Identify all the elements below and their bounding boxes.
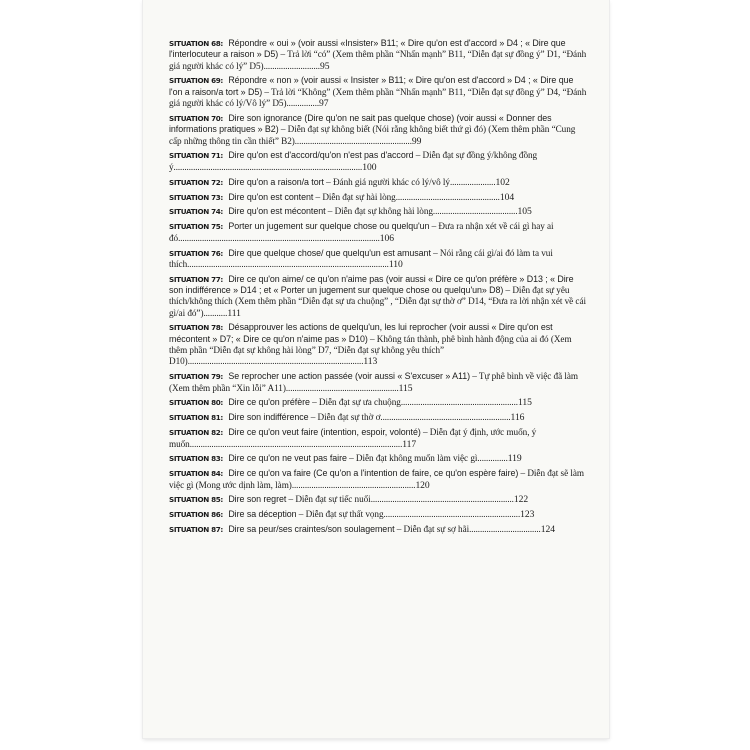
toc-entry-82 <box>169 427 587 450</box>
french-title: Dire qu'on a raison/a tort <box>228 176 324 187</box>
dot-leader: .................................................................................................. <box>189 438 403 449</box>
french-title: Dire qu'on est d'accord/qu'on n'est pas d'accord <box>228 150 414 161</box>
situation-label: SITUATION 76: <box>169 248 223 258</box>
page-number: 119 <box>507 453 522 465</box>
french-title: Dire que quelque chose/ que quelqu'un est amusant <box>228 247 431 258</box>
page-number: 99 <box>411 135 422 147</box>
toc-entry-85 <box>169 494 587 505</box>
french-title: Dire sa peur/ses craintes/son soulagement <box>228 524 395 535</box>
toc-entry-78 <box>169 322 587 367</box>
situation-label: SITUATION 72: <box>169 177 223 187</box>
situation-label: SITUATION 86: <box>169 510 223 520</box>
dot-leader: ................................................................................. <box>187 356 364 367</box>
vietnamese-title: – Đưa ra nhận xét về cái gì hay ai đó <box>169 221 554 243</box>
vietnamese-title: – Diễn đạt sự sợ hãi <box>394 524 470 535</box>
situation-label: SITUATION 75: <box>169 222 223 232</box>
situation-label: SITUATION 73: <box>169 192 223 202</box>
situation-label: SITUATION 68: <box>169 39 223 48</box>
french-title: Désapprouver les actions de quelqu'un, les lui reprocher (voir aussi « Dire qu'on est mécontent » D7; « Dire ce qu'on n'aime pas » D10) <box>169 322 553 344</box>
french-title: Dire ce qu'on préfère <box>228 397 310 408</box>
french-title: Dire ce qu'on veut faire (intention, espoir, volonté) <box>228 427 421 438</box>
french-title: Porter un jugement sur quelque chose ou quelqu'un <box>228 221 430 232</box>
vietnamese-title: – Diễn đạt sự ưa chuộng <box>309 397 401 408</box>
toc-entry-87 <box>169 524 587 535</box>
dot-leader: ............................................................... <box>383 509 521 520</box>
situation-label: SITUATION 74: <box>169 207 223 217</box>
toc-entry-77 <box>169 274 587 319</box>
page-number: 115 <box>517 397 532 409</box>
page-number: 104 <box>499 191 515 203</box>
toc-entry-74 <box>169 206 587 217</box>
dot-leader: ...................................................... <box>294 135 412 146</box>
french-title: Répondre « oui » (voir aussi «Insister» B11; « Dire qu'on est d'accord » D4 ; « Dire que l'interlocuteur a raison » D5) <box>169 38 566 60</box>
vietnamese-title: – Diễn đạt sự không hài lòng <box>325 206 433 217</box>
page-number: 123 <box>520 509 535 521</box>
vietnamese-title: – Diễn đạt không muốn làm việc gì <box>346 453 478 464</box>
dot-leader: ....................................... <box>432 206 518 217</box>
page-number: 124 <box>540 524 555 536</box>
situation-label: SITUATION 83: <box>169 454 223 464</box>
page-number: 106 <box>379 232 395 244</box>
french-title: Dire son regret <box>228 494 287 505</box>
toc-entry-68 <box>169 38 587 72</box>
page-number: 102 <box>495 176 510 188</box>
page-number: 115 <box>398 382 413 394</box>
toc-entry-75 <box>169 221 587 244</box>
page-number: 113 <box>363 356 378 368</box>
vietnamese-title: – Không tán thành, phê bình hành động của ai đó (Xem thêm phần “Diễn đạt sự không hài lòng” D7, “Diễn đạt sự không yêu thích” D10) <box>169 333 572 367</box>
page-number: 120 <box>415 479 430 491</box>
dot-leader: ............................................................................................. <box>187 258 389 269</box>
page-number: 100 <box>362 161 377 173</box>
vietnamese-title: – Diễn đạt sự đồng ý/không đồng ý <box>169 150 538 172</box>
vietnamese-title: – Đánh giá người khác có lý/vô lý <box>323 176 450 187</box>
dot-leader: ........... <box>203 307 228 318</box>
dot-leader: ................................. <box>469 524 541 535</box>
french-title: Dire ce qu'on aime/ ce qu'on n'aime pas (voir aussi « Dire ce qu'on préfère » D13 ; « Dire son indifférence » D14 ; et « Porter un jugement sur quelque chose ou quelqu'un» D8) <box>169 273 574 295</box>
situation-label: SITUATION 70: <box>169 113 223 123</box>
toc-entry-84 <box>169 468 587 491</box>
vietnamese-title: – Diễn đạt sự hài lòng <box>313 191 396 202</box>
table-of-contents <box>169 38 587 539</box>
french-title: Dire qu'on est content <box>228 191 314 202</box>
dot-leader: ................................................ <box>395 191 500 202</box>
vietnamese-title: – Diễn đạt sự yêu thích/không thích (Xem thêm phần “Diễn đạt sự ưa chuộng” , “Diễn đạt sự thờ ơ” D14, “Đưa ra lời nhận xét về cái gì/ai đó”) <box>169 284 586 318</box>
dot-leader: ...................................................... <box>400 397 518 408</box>
vietnamese-title: – Trả lời “Không” (Xem thêm phần “Nhấn mạnh” B11, “Diễn đạt sự đồng ý” D4, “Đánh giá người khác có lý/Vô lý” D5) <box>169 86 587 109</box>
dot-leader: ............................................................ <box>380 412 511 423</box>
french-title: Dire sa déception <box>228 509 297 520</box>
situation-label: SITUATION 78: <box>169 323 223 333</box>
page-number: 117 <box>402 438 417 450</box>
page-number: 116 <box>510 412 525 424</box>
situation-label: SITUATION 79: <box>169 372 223 382</box>
toc-entry-76 <box>169 248 587 271</box>
toc-entry-81 <box>169 412 587 423</box>
vietnamese-title: – Trả lời “có” (Xem thêm phần “Nhấn mạnh” B11, “Diễn đạt sự đồng ý” D1, “Đánh giá người khác có lý” D5) <box>169 49 587 71</box>
toc-entry-70 <box>169 113 587 147</box>
dot-leader: .................................................... <box>285 382 399 393</box>
toc-entry-71 <box>169 150 587 173</box>
vietnamese-title: – Nói rằng cái gì/ai đó làm ta vui thích <box>169 247 553 269</box>
situation-label: SITUATION 82: <box>169 428 223 438</box>
situation-label: SITUATION 81: <box>169 413 223 423</box>
french-title: Dire son ignorance (Dire qu'on ne sait pas quelque chose) (voir aussi « Donner des informations pratiques » B2) <box>169 112 552 135</box>
page-number: 110 <box>388 258 403 270</box>
situation-label: SITUATION 69: <box>169 76 223 86</box>
toc-entry-83 <box>169 453 587 464</box>
situation-label: SITUATION 84: <box>169 469 223 479</box>
dot-leader: ......................................................... <box>291 479 416 490</box>
toc-entry-80 <box>169 397 587 408</box>
toc-entry-73 <box>169 192 587 203</box>
dot-leader: ............................................................................................. <box>178 232 380 243</box>
page-number: 97 <box>319 98 329 110</box>
french-title: Dire ce qu'on ne veut pas faire <box>228 453 347 464</box>
situation-label: SITUATION 85: <box>169 495 223 505</box>
dot-leader: ............... <box>286 98 320 109</box>
situation-label: SITUATION 87: <box>169 525 223 535</box>
french-title: Se reprocher une action passée (voir aussi « S'excuser » A11) <box>228 371 471 382</box>
toc-entry-72 <box>169 177 587 188</box>
page-number: 105 <box>517 206 532 218</box>
page-number: 111 <box>227 307 241 319</box>
page-number: 122 <box>513 494 529 506</box>
dot-leader: .......................... <box>263 60 320 71</box>
toc-entry-86 <box>169 509 587 520</box>
vietnamese-title: – Diễn đạt ý định, ước muốn, ý muốn <box>169 427 537 449</box>
toc-entry-69 <box>169 75 587 109</box>
french-title: Dire ce qu'on va faire (Ce qu'on a l'intention de faire, ce qu'on espère faire) <box>228 468 519 479</box>
french-title: Dire qu'on est mécontent <box>228 206 326 217</box>
dot-leader: .............. <box>477 453 508 464</box>
page-number: 95 <box>319 60 330 72</box>
dot-leader: ....................................................................................... <box>173 161 363 172</box>
toc-entry-79 <box>169 371 587 394</box>
situation-label: SITUATION 71: <box>169 151 223 161</box>
vietnamese-title: – Diễn đạt sự tiếc nuối <box>286 494 371 505</box>
vietnamese-title: – Diễn đạt sự thất vọng <box>296 509 384 520</box>
vietnamese-title: – Tự phê bình về việc đã làm (Xem thêm phần “Xin lỗi” A11) <box>169 371 578 393</box>
french-title: Répondre « non » (voir aussi « Insister » B11; « Dire qu'on est d'accord » D4 ; « Dire que l'on a raison/a tort » D5) <box>169 75 574 97</box>
situation-label: SITUATION 77: <box>169 274 223 284</box>
dot-leader: .................................................................. <box>370 494 514 505</box>
french-title: Dire son indifférence <box>228 412 309 423</box>
vietnamese-title: – Diễn đạt sự không biết (Nói rằng không biết thứ gì đó) (Xem thêm phần “Cung cấp những thông tin cần thiết” B2) <box>169 124 576 146</box>
dot-leader: ..................... <box>449 176 496 187</box>
situation-label: SITUATION 80: <box>169 398 223 408</box>
vietnamese-title: – Diễn đạt sẽ làm việc gì (Mong ước dịnh làm, làm) <box>169 468 584 490</box>
book-page <box>143 0 609 738</box>
vietnamese-title: – Diễn đạt sự thờ ơ <box>308 412 381 423</box>
